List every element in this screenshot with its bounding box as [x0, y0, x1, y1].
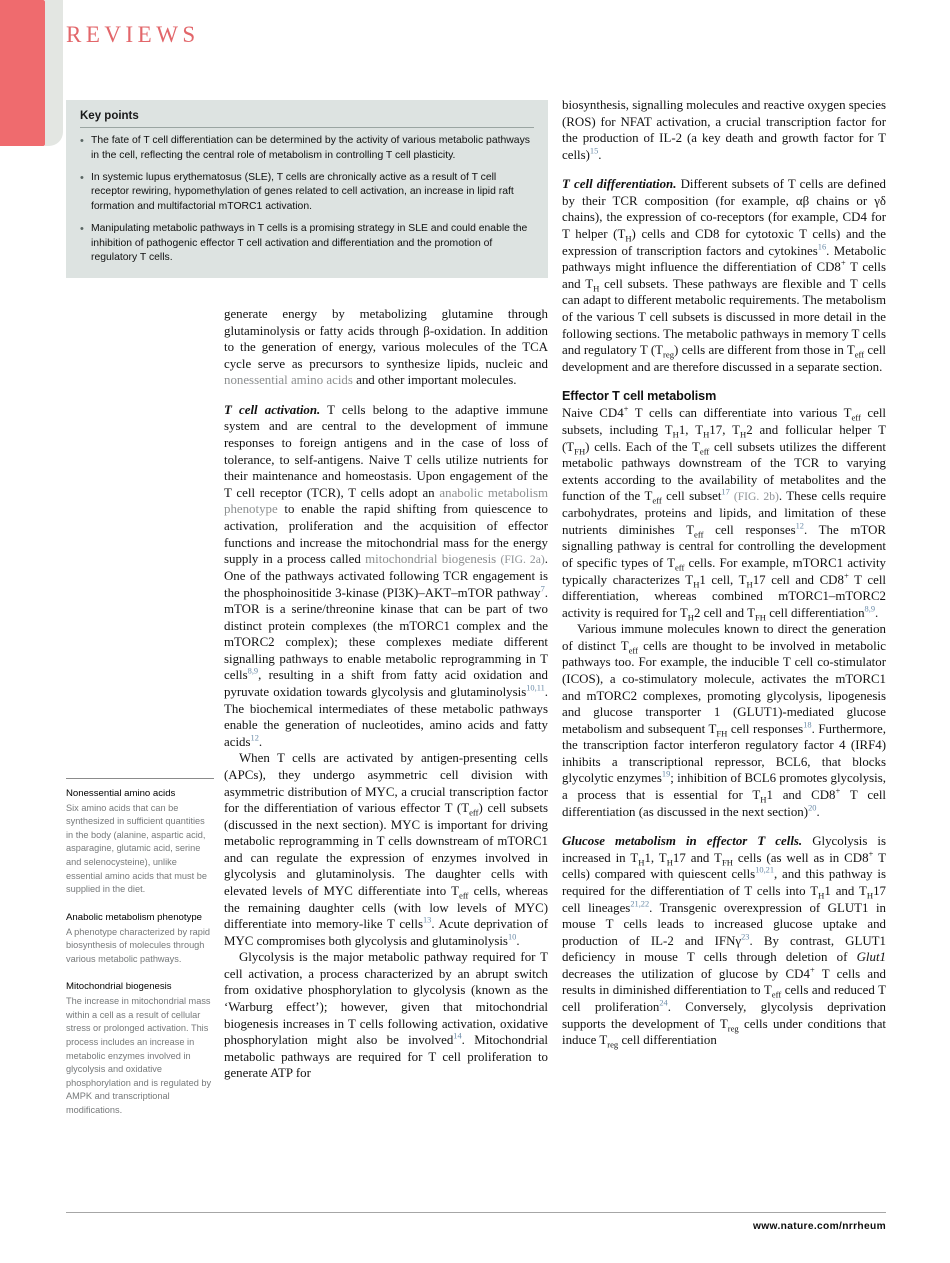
subscript: reg	[727, 1023, 739, 1034]
superscript-plus: +	[623, 404, 629, 415]
citation-ref[interactable]: 10,11	[526, 683, 545, 693]
citation-ref[interactable]: 19	[661, 770, 671, 780]
paragraph: Naive CD4+ T cells can differentiate into various $T_{eff}$ cell subsets, including $T_H1$, $T_H17$, $T_H2$ and follicular helper T $(T_{FH})$ cells. Each of the $T_{eff}$ cell subsets utilizes the different metabolic pathways downstream of the TCR to varying extents according to the availability of metabolites and the function of the $T_{eff}$ cell subset$^{17}$ (FIG. 2b). These cells require carbohydrates, proteins and lipids, and limitation of these nutrients diminishes $T_{eff}$ cell responses$^{12}$. The mTOR signalling pathway is central for controlling the development of specific types of $T_{eff}$ cells. For example, mTORC1 activity typically characterizes $T_H1$ cell, $T_H17$ cell and CD8+ T cell differentiation, whereas combined mTORC1–mTORC2 activity is required for $T_H2$ cell and $T_{FH}$ cell differentiation$^{8,9}$.	[562, 404, 886, 623]
footer-divider	[66, 1212, 886, 1213]
superscript-plus: +	[840, 257, 846, 268]
subscript: eff	[469, 807, 479, 818]
subscript: reg	[663, 349, 674, 360]
subscript: H	[746, 579, 753, 590]
subscript: H	[625, 233, 632, 244]
citation-ref[interactable]: 20	[808, 803, 817, 813]
citation-ref[interactable]: 24	[659, 998, 668, 1008]
citation-ref[interactable]: 16	[817, 242, 827, 252]
key-point-item	[80, 171, 534, 215]
run-in-heading: T cell differentiation.	[562, 177, 677, 192]
running-head: REVIEWS	[66, 22, 200, 47]
italic-gene-name: Glut1	[856, 950, 886, 965]
subscript: eff	[771, 989, 782, 1000]
figure-reference[interactable]: (FIG. 2b)	[729, 490, 779, 504]
bullet-icon: •	[80, 135, 84, 147]
subscript: FH	[721, 857, 733, 868]
subscript: FH	[574, 446, 586, 457]
key-point-text: Manipulating metabolic pathways in T cells is a promising strategy in SLE and could enable the inhibition of pathogenic effector T cell activation and differentiation and the promotion of regulatory T cells.	[91, 222, 528, 264]
subscript: reg	[607, 1039, 619, 1050]
paragraph: T cell differentiation. Different subsets of T cells are defined by their TCR composition (for example, αβ chains or γδ chains), the expression of co-receptors (for example, CD4 for T helper $(T_H)$ cells and CD8 for cytotoxic T cells) and the expression of transcription factors and cytokines$^{16}$. Metabolic pathways might influence the differentiation of CD8+ T cells and $T_H$ cell subsets. These pathways are flexible and T cells can adapt to different metabolic requirements. The metabolism of the various T cell subsets is discussed in more detail in the following sections. The metabolic pathways in memory T cells and regulatory T $(T_{reg})$ cells are different from those in $T_{eff}$ cell development and are therefore discussed in a separate section.	[562, 177, 887, 374]
subscript: H	[672, 429, 679, 440]
citation-ref[interactable]: 12	[250, 733, 259, 743]
subscript: H	[818, 890, 825, 901]
superscript-plus: +	[835, 785, 841, 796]
margin-divider	[66, 778, 214, 779]
margin-glossary-column	[66, 778, 214, 1133]
glossary-term: Nonessential amino acids	[66, 788, 176, 799]
body-column-left	[224, 306, 548, 1082]
citation-ref[interactable]: 18	[803, 720, 812, 730]
subscript: H	[739, 429, 747, 440]
bullet-icon: •	[80, 171, 84, 184]
key-point-text: In systemic lupus erythematosus (SLE), T cells are chronically active as a result of T cell receptor rewiring, hypomethylation of genes related to cell activation, an increase in lipid raft formation and multifactorial mTORC1 activation.	[91, 171, 514, 213]
run-in-heading: T cell activation.	[224, 402, 321, 417]
glossary-definition: A phenotype characterized by rapid biosynthesis of molecules through various metabolic pathways.	[66, 926, 211, 964]
paragraph: T cell activation. T cells belong to the adaptive immune system and are central to the development of immune responses to foreign antigens and in the case of loss of tolerance, to self-antigens. Naive T cells utilize nutrients for their maintenance and homeostasis. Upon engagement of the T cell receptor (TCR), T cells adopt an anabolic metabolism phenotype to enable the rapid shifting from quiescence to activation, proliferation and the acquisition of effector functions and increase the mitochondrial mass for the energy supply in a process called mitochondrial biogenesis (FIG. 2a). One of the pathways activated following TCR engagement is the phosphoinositide 3-kinase (PI3K)–AKT–mTOR pathway$^7$. mTOR is a serine/threonine kinase that can be part of two distinct protein complexes (the mTORC1 complex and the mTORC2 complex); these complexes mediate different signalling pathways to enable metabolic reprogramming in T cells$^{8,9}$, resulting in a shift from fatty acid oxidation and pyruvate oxidation towards glycolysis and glutaminolysis$^{10,11}$. The biochemical intermediates of these metabolic pathways enable the generation of nucleotides, amino acids and fatty acids$^{12}$.	[224, 402, 549, 749]
subscript: FH	[716, 728, 728, 739]
citation-ref[interactable]: 7	[540, 584, 545, 594]
citation-ref[interactable]: 8,9	[864, 604, 875, 614]
subscript: eff	[459, 890, 469, 901]
glossary-inline-term: anabolic metabolism phenotype	[224, 485, 548, 517]
subscript: eff	[699, 446, 710, 457]
glossary-entry	[66, 912, 214, 966]
paragraph: Glucose metabolism in effector T cells. Glycolysis is increased in $T_H1$, $T_H17$ and $T_{FH}$ cells (as well as in CD8+ T cells) compared with quiescent cells$^{10,21}$, and this pathway is required for the differentiation of T cells into $T_H1$ and $T_H17$ cell lineages$^{21,22}$. Transgenic overexpression of GLUT1 in mouse T cells leads to increased glucose uptake and production of IL-2 and IFNγ$^{23}$. By contrast, GLUT1 deficiency in mouse T cells through deletion of Glut1 decreases the utilization of glucose by CD4+ T cells and results in diminished differentiation to $T_{eff}$ cells and reduced T cell proliferation$^{24}$. Conversely, glycolysis deprivation supports the development of $T_{reg}$ cells under conditions that induce $T_{reg}$ cell differentiation	[562, 834, 887, 1050]
glossary-term: Mitochondrial biogenesis	[66, 981, 172, 993]
citation-ref[interactable]: 23	[741, 932, 750, 942]
paragraph: Various immune molecules known to direct the generation of distinct $T_{eff}$ cells are thought to be involved in metabolic pathways too. For example, the inducible T cell co-stimulator (ICOS), a co-stimulatory molecule, activates the mTORC1 and mTORC2 complexes, promoting glycolysis, lipogenesis and glucose transporter 1 (GLUT1)-mediated glucose metabolism and subsequent $T_{FH}$ cell responses$^{18}$. Furthermore, the transcription factor interferon regulatory factor 4 (IRF4) inhibits a transcriptional repressor, BCL6, that blocks glycolytic enzymes$^{19}$; inhibition of BCL6 promotes glycolysis, a process that is essential for $T_H1$ and CD8+ T cell differentiation (as discussed in the next section)$^{20}$.	[562, 622, 886, 819]
key-point-text: The fate of T cell differentiation can be determined by the activity of various metabolic pathways in the cell, reflecting the central role of metabolism in controlling T cell plasticity.	[91, 135, 530, 161]
subscript: eff	[854, 349, 865, 360]
glossary-inline-term: mitochondrial biogenesis	[365, 552, 497, 567]
citation-ref[interactable]: 21,22	[630, 899, 650, 909]
superscript-plus: +	[868, 848, 874, 859]
key-point-item	[80, 222, 534, 266]
page-edge-shadow	[45, 0, 63, 146]
page-edge-color-tab	[0, 0, 45, 146]
subscript: H	[687, 612, 694, 623]
subscript: eff	[851, 413, 861, 423]
subscript: H	[866, 890, 874, 901]
subscript: H	[703, 429, 710, 440]
citation-ref[interactable]: 8,9	[247, 667, 259, 677]
glossary-term: Anabolic metabolism phenotype	[66, 911, 202, 923]
run-in-heading: Glucose metabolism in effector T cells.	[562, 834, 803, 849]
paragraph: When T cells are activated by antigen-presenting cells (APCs), they undergo asymmetric cell division with asymmetric distribution of MYC, a crucial transcription factor for the differentiation of various effector T $(T_{eff})$ cell subsets (discussed in the next section). MYC is important for driving metabolic reprogramming in T cells downstream of mTORC1 and can regulate the expression of enzymes involved in glycolysis and glutaminolysis. The daughter cells with elevated levels of MYC differentiate into $T_{eff}$ cells, whereas the remaining daughter cells (with low levels of MYC) differentiate into memory-like T cells$^{13}$. Acute deprivation of MYC compromises both glycolysis and glutaminolysis$^{10}$.	[224, 751, 548, 948]
subscript: H	[693, 579, 700, 590]
figure-reference[interactable]: (FIG. 2a)	[500, 553, 545, 567]
subscript: eff	[694, 529, 704, 540]
citation-ref[interactable]: 10	[507, 932, 517, 942]
key-points-box	[66, 100, 548, 278]
subscript: FH	[754, 612, 766, 623]
superscript-plus: +	[843, 570, 849, 581]
citation-ref[interactable]: 17	[721, 488, 730, 498]
subscript: H	[638, 857, 645, 868]
key-points-title: Key points	[80, 110, 534, 128]
citation-ref[interactable]: 15	[589, 146, 599, 156]
subscript: H	[593, 283, 600, 294]
subscript: H	[760, 794, 767, 805]
glossary-definition: Six amino acids that can be synthesized in sufficient quantities in the body (alanine, aspartic acid, asparagine, glutamic acid, serine and selenocysteine), unlike essential amino acids that must be supplied in the diet.	[66, 802, 207, 895]
paragraph: Glycolysis is the major metabolic pathway required for T cell activation, a process characterized by an abrupt switch from oxidative phosphorylation to glycolysis (known as the ‘Warburg effect’); however, given that mitochondrial biogenesis increases in T cells following activation, oxidative phosphorylation might also be involved$^{14}$. Mitochondrial metabolic pathways are required for T cell proliferation to generate ATP for	[224, 950, 548, 1081]
subscript: eff	[628, 645, 638, 656]
paragraph: biosynthesis, signalling molecules and reactive oxygen species (ROS) for NFAT activation, a crucial transcription factor for the production of IL-2 (a key death and growth factor for T cells)$^{15}$.	[562, 98, 886, 162]
bullet-icon: •	[80, 222, 84, 235]
glossary-entry	[66, 788, 214, 897]
key-point-item	[80, 134, 534, 164]
glossary-definition: The increase in mitochondrial mass within a cell as a result of cellular stress or prolonged activation. This process includes an increase in metabolic enzymes involved in glycolysis and oxidative phosphorylation and is regulated by AMPK and transcriptional modifications.	[66, 996, 212, 1115]
citation-ref[interactable]: 12	[795, 521, 804, 531]
paragraph: generate energy by metabolizing glutamine through glutaminolysis or fatty acids through β-oxidation. In addition to the generation of energy, various molecules of the TCA cycle serve as precursors to synthesize lipids, nucleic and nonessential amino acids and other important molecules.	[224, 307, 548, 388]
citation-ref[interactable]: 10,21	[755, 866, 775, 876]
superscript-plus: +	[809, 964, 815, 975]
footer-url[interactable]: www.nature.com/nrrheum	[753, 1221, 886, 1232]
section-heading: Effector T cell metabolism	[562, 389, 717, 404]
subscript: eff	[652, 495, 662, 506]
body-column-right	[562, 97, 886, 1049]
subscript: H	[666, 857, 673, 868]
citation-ref[interactable]: 14	[453, 1031, 462, 1041]
citation-ref[interactable]: 13	[422, 915, 432, 925]
subscript: eff	[674, 562, 685, 573]
glossary-entry	[66, 981, 214, 1117]
glossary-inline-term: nonessential amino acids	[224, 373, 353, 388]
